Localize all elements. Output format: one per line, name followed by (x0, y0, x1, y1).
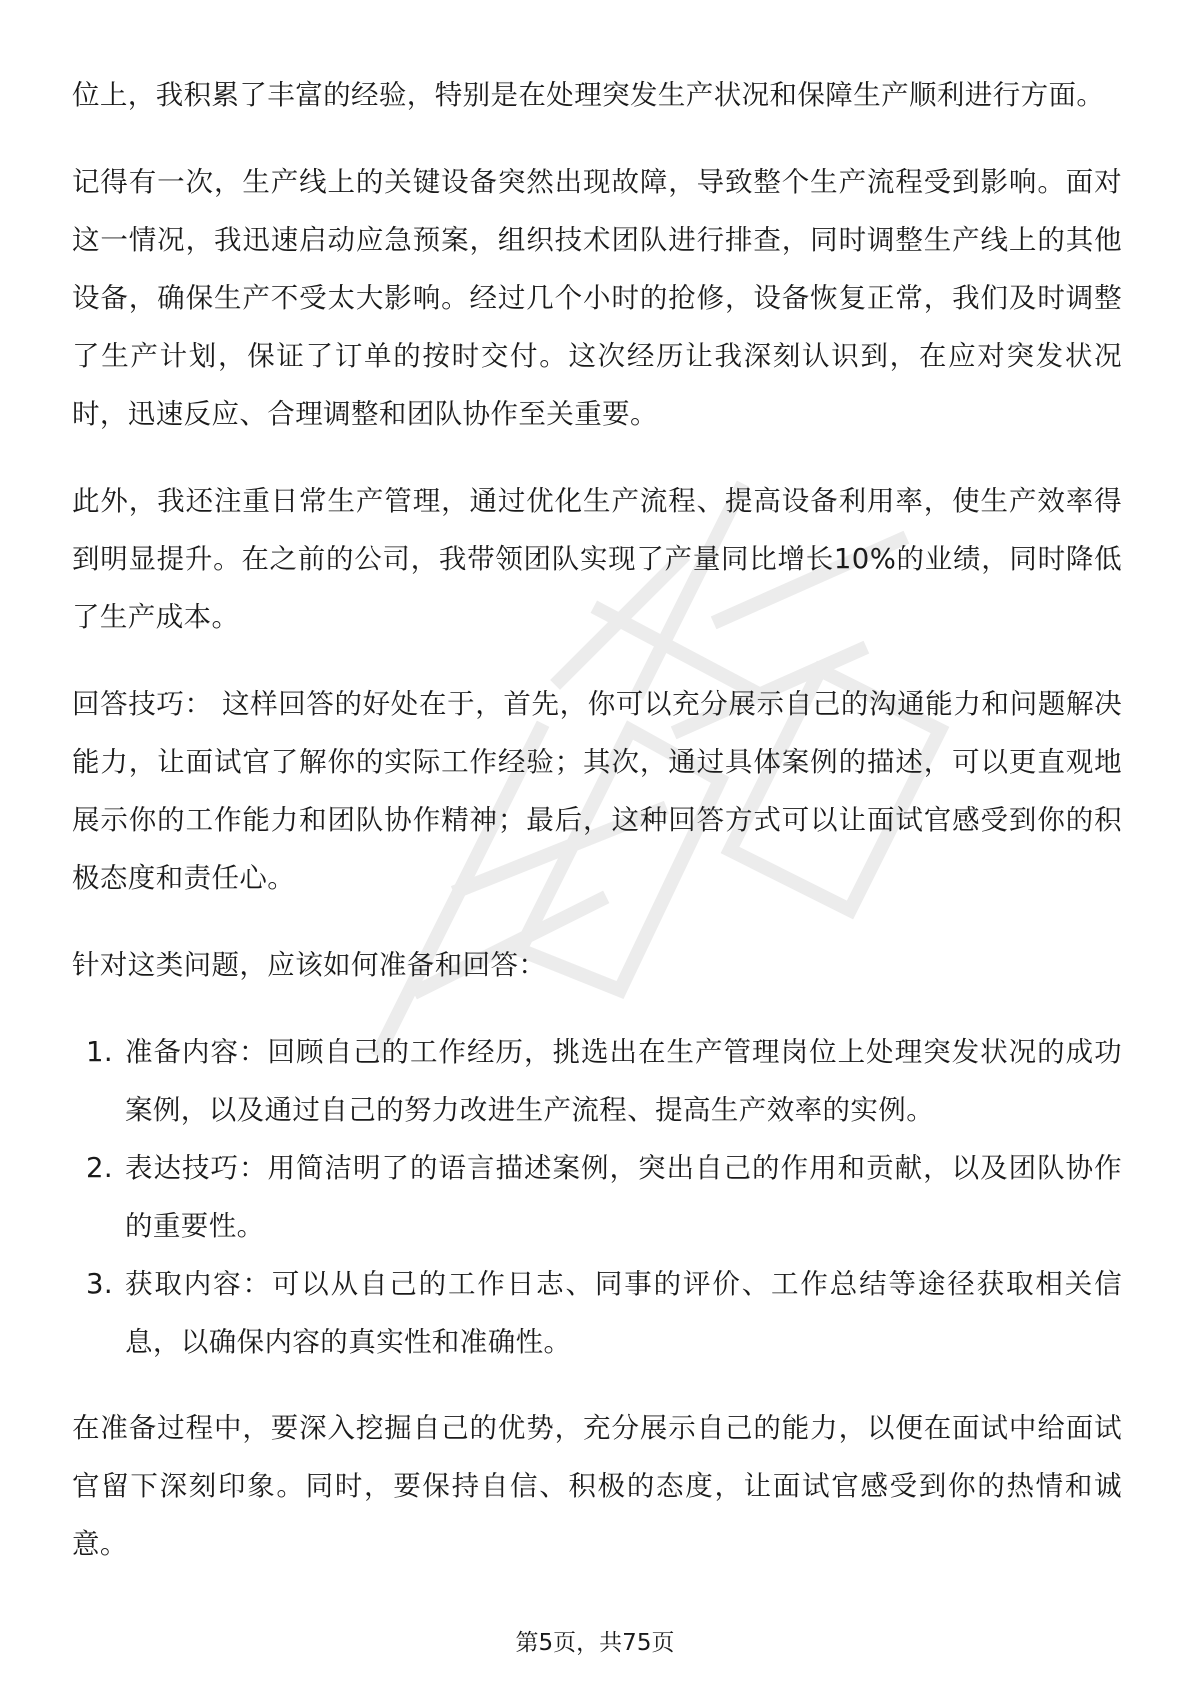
document-page (72, 66, 1122, 1602)
paragraph-experience-intro: 位上，我积累了丰富的经验，特别是在处理突发生产状况和保障生产顺利进行方面。 (72, 79, 1105, 111)
paragraph-how-to-prepare: 针对这类问题，应该如何准备和回答： (72, 949, 547, 981)
paragraph-answer-tips: 回答技巧： 这样回答的好处在于，首先，你可以充分展示自己的沟通能力和问题解决能力，让面试官了解你的实际工作经验；其次，通过具体案例的描述，可以更直观地展示你的工作能力和团队协作精神；最后，这种回答方式可以让面试官感受到你的积极态度和责任心。 (72, 688, 1122, 894)
list-item (72, 1255, 1122, 1371)
paragraph-conclusion: 在准备过程中，要深入挖掘自己的优势，充分展示自己的能力，以便在面试中给面试官留下深刻印象。同时，要保持自信、积极的态度，让面试官感受到你的热情和诚意。 (72, 1412, 1122, 1560)
list-item (72, 1139, 1122, 1255)
paragraph-equipment-failure-story: 记得有一次，生产线上的关键设备突然出现故障，导致整个生产流程受到影响。面对这一情况，我迅速启动应急预案，组织技术团队进行排查，同时调整生产线上的其他设备，确保生产不受太大影响。经过几个小时的抢修，设备恢复正常，我们及时调整了生产计划，保证了订单的按时交付。这次经历让我深刻认识到，在应对突发状况时，迅速反应、合理调整和团队协作至关重要。 (72, 166, 1122, 430)
preparation-list (72, 1023, 1122, 1371)
list-item-text: 表达技巧：用简洁明了的语言描述案例，突出自己的作用和贡献，以及团队协作的重要性。 (125, 1152, 1122, 1242)
page-number-footer: 第5页，共75页 (515, 1630, 675, 1656)
list-item (72, 1023, 1122, 1139)
list-item-text: 获取内容：可以从自己的工作日志、同事的评价、工作总结等途径获取相关信息，以确保内容的真实性和准确性。 (125, 1268, 1122, 1358)
list-item-number: 2. (86, 1152, 114, 1184)
paragraph-production-management: 此外，我还注重日常生产管理，通过优化生产流程、提高设备利用率，使生产效率得到明显提升。在之前的公司，我带领团队实现了产量同比增长10%的业绩，同时降低了生产成本。 (72, 485, 1122, 633)
list-item-text: 准备内容：回顾自己的工作经历，挑选出在生产管理岗位上处理突发状况的成功案例，以及通过自己的努力改进生产流程、提高生产效率的实例。 (125, 1036, 1122, 1126)
list-item-number: 3. (86, 1268, 114, 1300)
list-item-number: 1. (86, 1036, 114, 1068)
